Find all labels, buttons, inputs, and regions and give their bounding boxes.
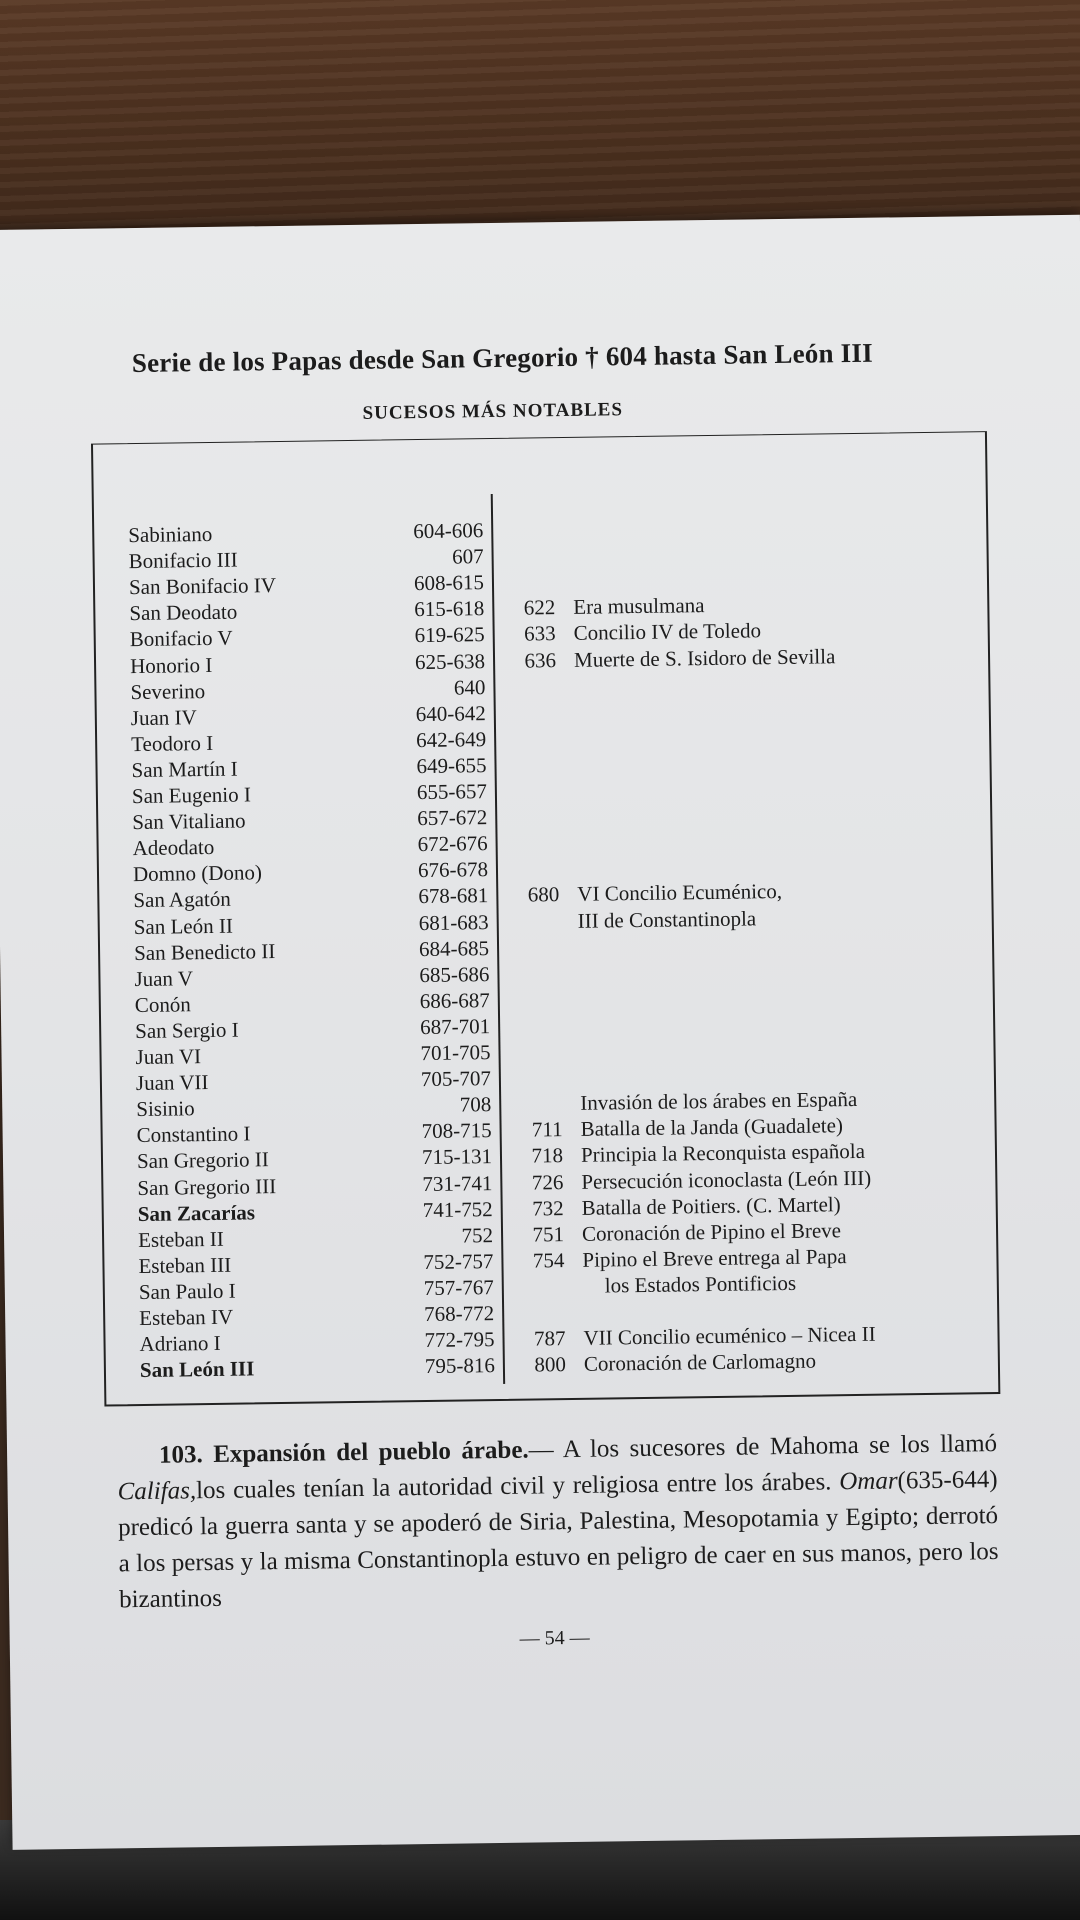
pontificate-years: 640-642 (415, 700, 486, 726)
pontificate-years: 768-772 (424, 1301, 495, 1327)
pontificate-years: 676-678 (417, 857, 489, 883)
popes-table (91, 431, 1000, 1406)
pontificate-years: 687-701 (420, 1013, 491, 1039)
event-text: VI Concilio Ecuménico, (577, 879, 783, 907)
event-text: Batalla de la Janda (Guadalete) (580, 1113, 844, 1142)
pope-name: Teodoro I (131, 730, 214, 756)
pontificate-years: 640 (453, 674, 486, 700)
pope-name: Esteban III (138, 1252, 232, 1278)
event-year: 787 (533, 1326, 566, 1351)
pope-name: Domno (Dono) (132, 860, 263, 887)
section-text-3: (635-644) predicó la guerra santa y se apoderó de Siria, Palestina, Mesopotamia y Egipto; derrotó a los persas y la misma Constantinopla estuvo en peligro de caer en sus manos, pero los bizantinos (117, 1466, 999, 1614)
pope-name: Severino (130, 678, 206, 704)
event-year: 633 (524, 621, 556, 646)
pontificate-years: 678-681 (418, 883, 489, 909)
event-text: Coronación de Pipino el Breve (581, 1217, 842, 1246)
table-subtitle: SUCESOS MÁS NOTABLES (362, 399, 624, 424)
section-italic-2: Omar (839, 1467, 898, 1496)
event-text: Principia la Reconquista española (580, 1139, 866, 1168)
pope-name: Constantino I (136, 1121, 251, 1148)
pontificate-years: 615-618 (414, 596, 485, 622)
pope-name: Conón (134, 992, 192, 1017)
pope-name: Honorio I (129, 652, 213, 678)
pope-name: San Eugenio I (131, 782, 252, 809)
section-italic-1: Califas, (117, 1477, 197, 1506)
event-text: Concilio IV de Toledo (573, 618, 762, 646)
pontificate-years: 731-741 (422, 1170, 493, 1196)
pontificate-years: 772-795 (424, 1327, 495, 1353)
pope-name: Juan VII (135, 1070, 209, 1096)
event-text: Invasión de los árabes en España (580, 1087, 858, 1116)
pontificate-years: 705-707 (420, 1066, 492, 1092)
pontificate-years: 684-685 (418, 935, 490, 961)
pope-name: San Gregorio II (136, 1147, 269, 1174)
pontificate-years: 795-816 (424, 1353, 496, 1379)
event-year: 680 (527, 882, 560, 907)
pontificate-years: 655-657 (416, 779, 488, 805)
pope-name: San León III (139, 1356, 255, 1383)
pope-name: San Gregorio III (137, 1173, 277, 1200)
pontificate-years: 625-638 (414, 648, 486, 674)
event-year: 751 (532, 1221, 565, 1247)
section-paragraph (117, 1426, 999, 1618)
event-year: 636 (524, 647, 557, 673)
pope-name: San Paulo I (138, 1278, 236, 1304)
pontificate-years: 608-615 (413, 570, 485, 596)
pope-name: San Benedicto II (133, 938, 276, 965)
pontificate-years: 701-705 (420, 1040, 491, 1066)
pontificate-years: 619-625 (414, 622, 485, 648)
section-text-2: los cuales tenían la autoridad civil y religiosa entre los árabes. (195, 1468, 840, 1505)
pontificate-years: 657-672 (417, 805, 488, 831)
pope-name: San Sergio I (135, 1017, 239, 1043)
pontificate-years: 686-687 (419, 987, 490, 1013)
pontificate-years: 685-686 (419, 961, 490, 987)
event-text: VII Concilio ecuménico – Nicea II (583, 1321, 876, 1350)
pontificate-years: 642-649 (415, 726, 487, 752)
page-number: — 54 — (519, 1626, 590, 1650)
book-page (0, 215, 1080, 1850)
pope-name: Adeodato (132, 835, 215, 861)
pontificate-years: 604-606 (413, 518, 484, 544)
pope-name: San Martín I (131, 756, 238, 782)
pontificate-years: 752-757 (423, 1248, 494, 1274)
pope-name: San Bonifacio IV (128, 573, 277, 600)
event-text: Batalla de Poitiers. (C. Martel) (581, 1191, 841, 1220)
pontificate-years: 757-767 (423, 1274, 494, 1300)
event-text: III de Constantinopla (577, 905, 757, 933)
pontificate-years: 649-655 (416, 753, 487, 778)
pope-name: San Agatón (133, 887, 231, 913)
pope-name: San Zacarías (137, 1199, 256, 1226)
pope-name: Juan V (134, 965, 194, 991)
event-text: Muerte de S. Isidoro de Sevilla (573, 643, 836, 672)
event-text: los Estados Pontificios (604, 1270, 797, 1298)
event-text: Coronación de Carlomagno (583, 1348, 817, 1377)
page-title: Serie de los Papas desde San Gregorio † 604 hasta San León III (131, 337, 873, 379)
event-year: 732 (532, 1195, 564, 1221)
pontificate-years: 741-752 (422, 1196, 493, 1222)
event-year: 726 (531, 1169, 564, 1195)
pontificate-years: 607 (451, 544, 484, 569)
event-year: 711 (531, 1117, 563, 1142)
pope-name: San León II (133, 913, 234, 939)
pontificate-years: 708 (459, 1092, 492, 1117)
event-year: 718 (531, 1143, 564, 1168)
pontificate-years: 681-683 (418, 909, 489, 935)
pontificate-years: 672-676 (417, 831, 488, 857)
table-rows (93, 432, 985, 1383)
pope-name: Adriano I (139, 1330, 221, 1357)
pope-name: Juan IV (130, 704, 197, 730)
pope-name: San Vitaliano (132, 808, 246, 835)
pontificate-years: 708-715 (421, 1118, 492, 1144)
pope-name: Bonifacio V (129, 626, 233, 652)
pope-name: Sisinio (136, 1096, 195, 1122)
pope-name: Sabiniano (128, 521, 213, 548)
pope-name: Esteban II (137, 1226, 224, 1252)
event-year: 800 (534, 1352, 567, 1377)
event-text: Pipino el Breve entrega al Papa (582, 1243, 847, 1272)
event-year: 754 (532, 1247, 565, 1273)
pope-name: Juan VI (135, 1044, 202, 1070)
pope-name: Bonifacio III (128, 547, 238, 574)
section-number: 103. (158, 1441, 203, 1469)
event-text: Era musulmana (573, 593, 705, 620)
pontificate-years: 752 (461, 1222, 494, 1248)
pope-name: Esteban IV (139, 1304, 234, 1331)
section-heading: Expansión del pueblo árabe. (213, 1436, 529, 1469)
section-text-1: — A los sucesores de Mahoma se los llamó (528, 1430, 998, 1464)
pope-name: San Deodato (129, 599, 238, 626)
event-year: 622 (523, 595, 556, 620)
event-text: Persecución iconoclasta (León III) (581, 1165, 872, 1194)
pontificate-years: 715-131 (421, 1144, 493, 1170)
